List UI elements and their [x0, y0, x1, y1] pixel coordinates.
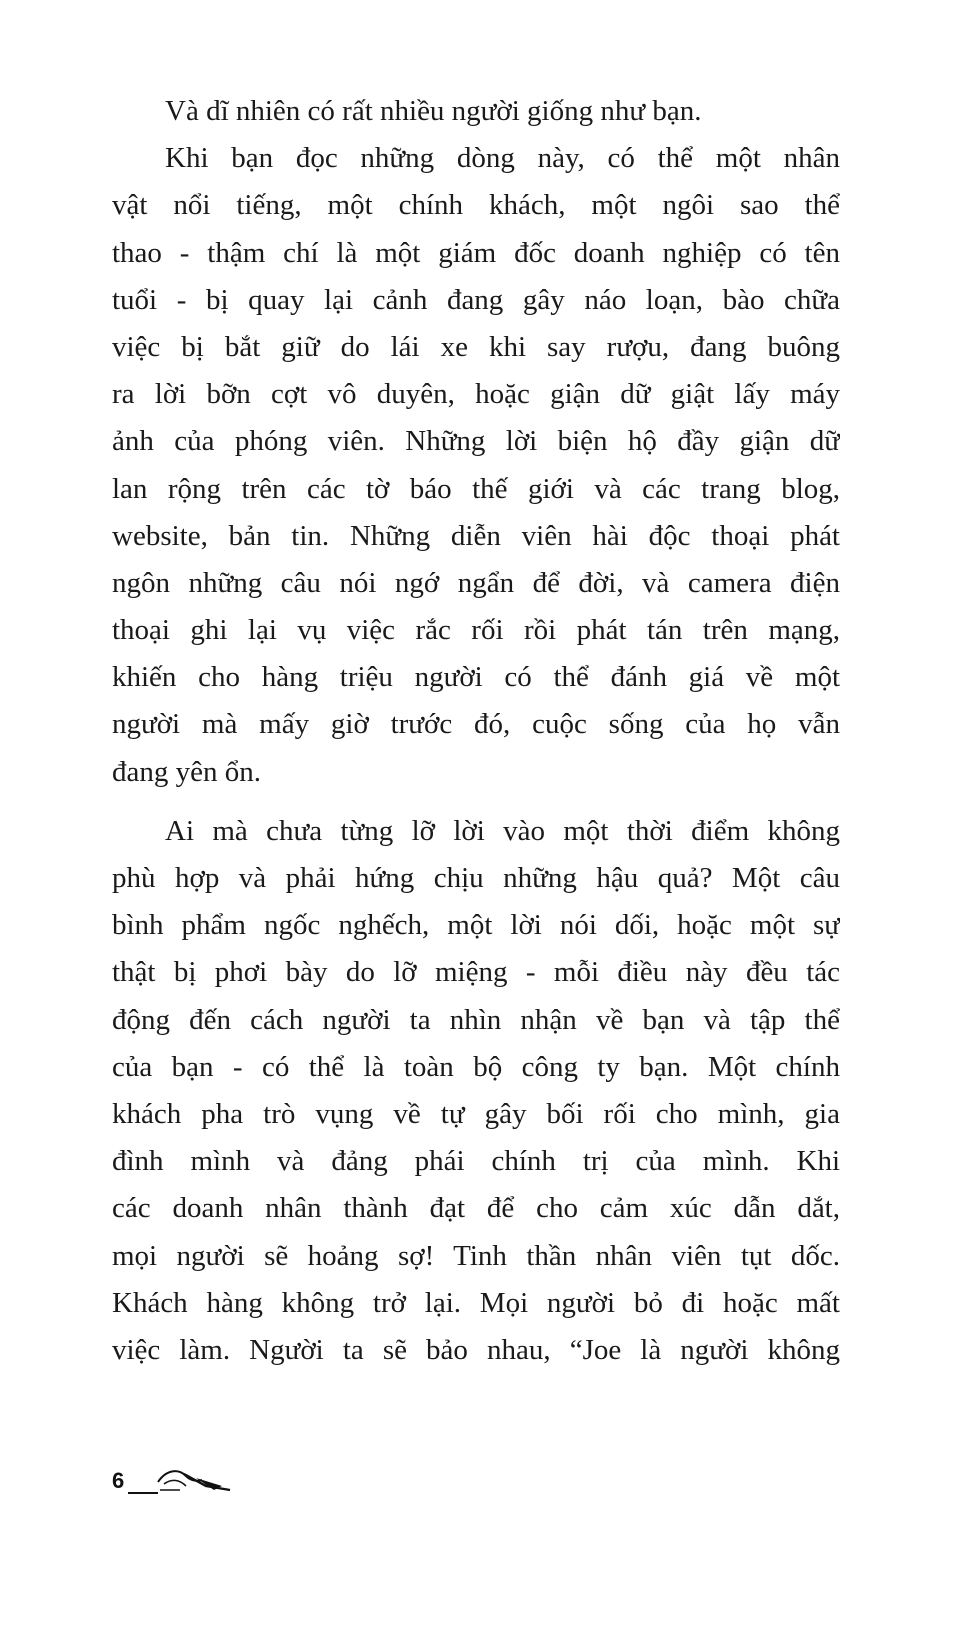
text-line: Khách hàng không trở lại. Mọi người bỏ đi hoặc mất: [112, 1286, 840, 1319]
text-line: thật bị phơi bày do lỡ miệng - mỗi điều này đều tác: [112, 956, 840, 989]
text-line: đang yên ổn.: [112, 755, 261, 788]
paragraph-spacer: [112, 796, 840, 808]
footer-rule: [128, 1492, 158, 1494]
page-footer: [112, 1456, 352, 1506]
paragraph-2: [112, 135, 840, 796]
text-line: tuổi - bị quay lại cảnh đang gây náo loạn, bào chữa: [112, 283, 840, 316]
text-line: các doanh nhân thành đạt để cho cảm xúc dẫn dắt,: [112, 1192, 840, 1225]
text-line: Khi bạn đọc những dòng này, có thể một nhân: [165, 142, 840, 175]
text-line: động đến cách người ta nhìn nhận về bạn và tập thể: [112, 1003, 840, 1036]
text-line: phù hợp và phải hứng chịu những hậu quả? Một câu: [112, 862, 840, 894]
text-line: việc làm. Người ta sẽ bảo nhau, “Joe là người không: [112, 1333, 840, 1366]
page-body: [112, 88, 840, 1374]
text-line: việc bị bắt giữ do lái xe khi say rượu, đang buông: [112, 330, 840, 363]
text-line: mọi người sẽ hoảng sợ! Tinh thần nhân viên tụt dốc.: [112, 1239, 840, 1272]
text-line: ngôn những câu nói ngớ ngẩn để đời, và camera điện: [112, 566, 840, 599]
text-line: thao - thậm chí là một giám đốc doanh nghiệp có tên: [112, 236, 840, 269]
paragraph-1: [112, 88, 840, 135]
text-line: khách pha trò vụng về tự gây bối rối cho mình, gia: [112, 1097, 840, 1130]
text-line: lan rộng trên các tờ báo thế giới và các trang blog,: [112, 472, 840, 505]
text-line: người mà mấy giờ trước đó, cuộc sống của họ vẫn: [112, 708, 840, 741]
text-line: ảnh của phóng viên. Những lời biện hộ đầy giận dữ: [112, 425, 840, 458]
pen-nib-ornament-icon: [156, 1460, 236, 1501]
text-line: bình phẩm ngốc nghếch, một lời nói dối, hoặc một sự: [112, 909, 840, 942]
text-line: khiến cho hàng triệu người có thể đánh giá về một: [112, 661, 840, 694]
page-number: 6: [112, 1468, 125, 1493]
text-line: thoại ghi lại vụ việc rắc rối rồi phát tán trên mạng,: [112, 614, 840, 647]
text-line: website, bản tin. Những diễn viên hài độc thoại phát: [112, 519, 840, 552]
text-line: đình mình và đảng phái chính trị của mình. Khi: [112, 1145, 840, 1178]
text-line: của bạn - có thể là toàn bộ công ty bạn. Một chính: [112, 1050, 840, 1083]
text-line: vật nổi tiếng, một chính khách, một ngôi sao thể: [112, 189, 840, 222]
text-line: Và dĩ nhiên có rất nhiều người giống như bạn.: [165, 95, 702, 127]
paragraph-3: [112, 808, 840, 1374]
text-line: ra lời bỡn cợt vô duyên, hoặc giận dữ giật lấy máy: [112, 378, 840, 411]
text-line: Ai mà chưa từng lỡ lời vào một thời điểm không: [165, 814, 840, 847]
